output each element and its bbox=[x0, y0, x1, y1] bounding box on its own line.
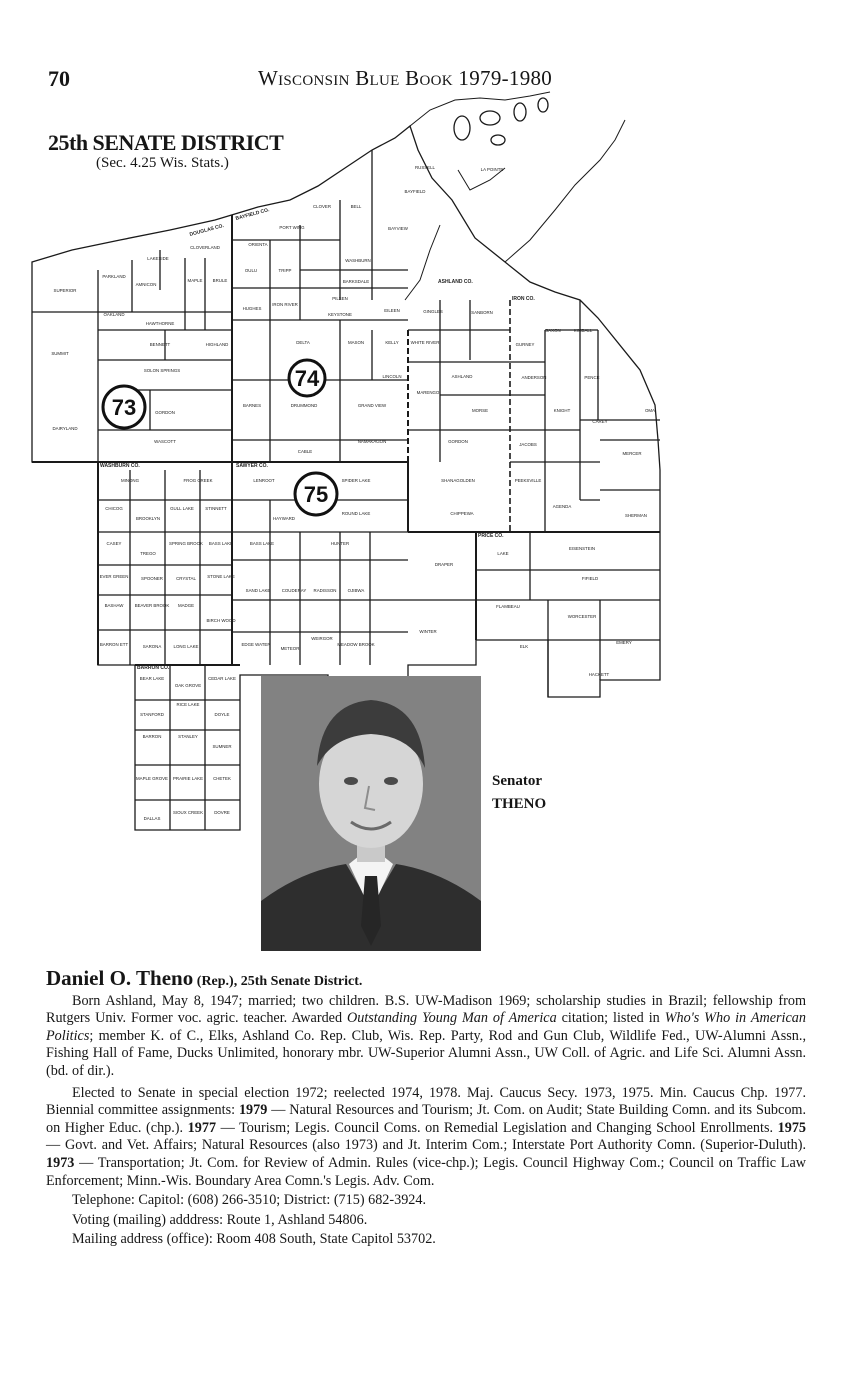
town-label: ROUND LAKE bbox=[341, 511, 371, 516]
district-title: 25th SENATE DISTRICT bbox=[48, 130, 284, 155]
town-label: SPOONER bbox=[141, 576, 163, 581]
town-label: CAREY bbox=[592, 419, 608, 424]
bio-text: ; member K. of C., Elks, Ashland Co. Rep. Club, Wis. Rep. Party, Rod and Gun Club, Wildlife Fed., UW-Alumni Assn., Fishing Hall of Fame, Ducks Unlimited, honorary mbr. UW-Superior Alumni Assn., UW Coll. of Agric. and Life Sci. Alumni Assn. (bd. of dir.). bbox=[46, 1027, 806, 1079]
town-label: WORCESTER bbox=[567, 614, 597, 619]
town-label: CEDAR LAKE bbox=[208, 676, 236, 681]
voting-address: Voting (mailing) adddress: Route 1, Ashland 54806. bbox=[72, 1211, 368, 1228]
bio-text: Born Ashland, May 8, 1947; married; two children. B.S. UW-Madison 1969; scholarship studies in Brazil; fellowship from Rutgers Univ. Former voc. agric. teacher. Awarded bbox=[46, 992, 806, 1027]
district-74-label: 74 bbox=[294, 366, 320, 391]
district-75-label: 75 bbox=[303, 482, 329, 507]
town-label: HIGHLAND bbox=[205, 342, 229, 347]
bio-heading bbox=[46, 966, 806, 991]
town-label: PENCE bbox=[584, 375, 600, 380]
town-label: CLOVERLAND bbox=[190, 245, 220, 250]
bio-year: 1975 bbox=[777, 1119, 806, 1136]
town-label: BARNES bbox=[242, 403, 262, 408]
caption-title: Senator bbox=[492, 773, 542, 789]
town-label: RADISSON bbox=[313, 588, 337, 593]
town-label: MEADOW BROOK bbox=[337, 642, 375, 647]
town-label: RUSSELL bbox=[414, 165, 436, 170]
town-label: FROG CREEK bbox=[183, 478, 213, 483]
town-label: NAMAKAGON bbox=[357, 439, 387, 444]
town-label: BROOKLYN bbox=[135, 516, 161, 521]
town-label: SPIDER LAKE bbox=[341, 478, 371, 483]
town-label: GORDON bbox=[448, 439, 468, 444]
party-district: (Rep.), 25th Senate District. bbox=[196, 974, 363, 989]
town-label: OAKLAND bbox=[103, 312, 125, 317]
county-label: IRON CO. bbox=[512, 296, 535, 302]
town-label: CRYSTAL bbox=[176, 576, 196, 581]
town-label: DRUMMOND bbox=[290, 403, 318, 408]
town-label: KIMBALL bbox=[573, 328, 593, 333]
town-label: HUNTER bbox=[330, 541, 350, 546]
page-number: 70 bbox=[48, 66, 70, 91]
town-label: TREGO bbox=[140, 551, 156, 556]
town-label: CHETEK bbox=[213, 776, 231, 781]
town-label: CHIPPEWA bbox=[450, 511, 474, 516]
town-label: MARENGO bbox=[416, 390, 440, 395]
district-73-label: 73 bbox=[111, 395, 137, 420]
town-label: TRIPP bbox=[278, 268, 292, 273]
town-label: BRULE bbox=[212, 278, 228, 283]
town-label: SUMNER bbox=[212, 744, 232, 749]
town-label: SPRING BROOK bbox=[169, 541, 203, 546]
town-label: DAIRYLAND bbox=[52, 426, 78, 431]
town-label: FLAMBEAU bbox=[496, 604, 520, 609]
town-label: AMNICON bbox=[135, 282, 157, 287]
town-label: CASEY bbox=[106, 541, 122, 546]
town-label: HACKETT bbox=[588, 672, 610, 677]
town-label: SAXON bbox=[545, 328, 561, 333]
county-label: WASHBURN CO. bbox=[100, 463, 140, 469]
town-label: SUPERIOR bbox=[53, 288, 77, 293]
town-label: SHANAGOLDEN bbox=[441, 478, 475, 483]
town-label: BASHAW bbox=[104, 603, 124, 608]
town-label: GORDON bbox=[155, 410, 175, 415]
town-label: DOYLE bbox=[214, 712, 230, 717]
town-label: BEAR LAKE bbox=[139, 676, 165, 681]
mailing-address: Mailing address (office): Room 408 South, State Capitol 53702. bbox=[72, 1231, 436, 1248]
bio-text: — Natural Resources and Tourism; Jt. Com. on Audit; State Building Comn. and its Subcom. on Higher Educ. (chp.). bbox=[46, 1102, 806, 1136]
town-label: MADGE bbox=[177, 603, 195, 608]
town-label: STONE LAKE bbox=[207, 574, 235, 579]
town-label: ELK bbox=[519, 644, 529, 649]
town-label: STINNETT bbox=[205, 506, 227, 511]
town-label: LENROOT bbox=[253, 478, 275, 483]
town-label: BAYVIEW bbox=[388, 226, 408, 231]
town-label: HAYWARD bbox=[273, 516, 295, 521]
town-label: KEYSTONE bbox=[328, 312, 352, 317]
town-label: EISENSTEIN bbox=[568, 546, 596, 551]
town-label: OAK GROVE bbox=[174, 683, 202, 688]
town-label: BASS LAKE bbox=[208, 541, 234, 546]
telephone: Telephone: Capitol: (608) 266-3510; District: (715) 682-3924. bbox=[72, 1192, 427, 1209]
town-label: EVER GREEN bbox=[99, 574, 129, 579]
town-label: LAKESIDE bbox=[147, 256, 169, 261]
town-label: IRON RIVER bbox=[272, 302, 298, 307]
town-label: PRAIRIE LAKE bbox=[172, 776, 204, 781]
town-label: GURNEY bbox=[515, 342, 535, 347]
town-label: CLOVER bbox=[312, 204, 332, 209]
town-label: MINONG bbox=[120, 478, 140, 483]
town-label: MAPLE GROVE bbox=[136, 776, 168, 781]
town-label: KELLY bbox=[385, 340, 399, 345]
county-label: DOUGLAS CO. bbox=[188, 223, 225, 238]
bio-text: Elected to Senate in special election 1972; reelected 1974, 1978. Maj. Caucus Secy. 1973, 1975. Min. Caucus Chp. 1977. Biennial committee assignments: bbox=[46, 1084, 806, 1119]
caption-name: THENO bbox=[492, 796, 547, 812]
district-statute: (Sec. 4.25 Wis. Stats.) bbox=[96, 155, 229, 171]
town-label: BARRON ETT bbox=[99, 642, 129, 647]
town-label: FIFIELD bbox=[581, 576, 599, 581]
town-label: BASS LAKE bbox=[249, 541, 275, 546]
town-label: BARKSDALE bbox=[342, 279, 370, 284]
town-label: SIOUX CREEK bbox=[172, 810, 204, 815]
town-label: OMA bbox=[644, 408, 656, 413]
assembly-district-markers bbox=[103, 360, 337, 515]
bio-award: Outstanding Young Man of America bbox=[346, 1010, 557, 1027]
town-label: SOLON SPRINGS bbox=[143, 368, 181, 373]
town-label: MASON bbox=[347, 340, 365, 345]
town-label: SANBORN bbox=[471, 310, 493, 315]
town-label: EDGE WATER bbox=[241, 642, 271, 647]
county-label: PRICE CO. bbox=[478, 533, 504, 539]
town-label: ASHLAND bbox=[451, 374, 473, 379]
town-label: LINCOLN bbox=[382, 374, 402, 379]
town-label: SHERMAN bbox=[625, 513, 647, 518]
town-label: STANFORD bbox=[140, 712, 164, 717]
town-label: WASHBURN bbox=[345, 258, 371, 263]
town-label: AGENDA bbox=[552, 504, 572, 509]
town-label: BIRCH WOOD bbox=[206, 618, 236, 623]
town-label: KNIGHT bbox=[553, 408, 571, 413]
town-label: ANDERSON bbox=[521, 375, 547, 380]
bio-paragraph-personal bbox=[46, 993, 806, 1081]
bio-text: — Govt. and Vet. Affairs; Natural Resources (also 1973) and Jt. Interim Com.; Interstate Port Authority Comn. (Superior-Duluth). bbox=[46, 1137, 806, 1154]
town-label: MORSE bbox=[471, 408, 489, 413]
town-label: DRAPER bbox=[434, 562, 454, 567]
town-label: OULU bbox=[244, 268, 258, 273]
county-label: SAWYER CO. bbox=[236, 463, 268, 469]
town-label: PEEKSVILLE bbox=[514, 478, 542, 483]
bio-text: — Tourism; Legis. Council Coms. on Remedial Legislation and Changing School Enrollments. bbox=[216, 1119, 778, 1136]
photo-caption bbox=[492, 770, 546, 816]
town-label: EMERY bbox=[616, 640, 632, 645]
town-label: LONG LAKE bbox=[173, 644, 199, 649]
town-label: PORT WING bbox=[279, 225, 305, 230]
bio-year: 1979 bbox=[238, 1102, 268, 1119]
town-label: LA POINTE bbox=[480, 167, 504, 172]
town-label: BELL bbox=[350, 204, 362, 209]
county-label: BARRON CO. bbox=[137, 665, 170, 671]
town-label: GULL LAKE bbox=[170, 506, 194, 511]
town-label: SARONA bbox=[142, 644, 162, 649]
town-label: METEOR bbox=[280, 646, 300, 651]
bio-year: 1973 bbox=[46, 1154, 75, 1171]
town-label: BEAVER BROOK bbox=[134, 603, 170, 608]
town-label: COUDERAY bbox=[281, 588, 307, 593]
town-label: RICE LAKE bbox=[176, 702, 200, 707]
town-label: HUGHES bbox=[242, 306, 262, 311]
town-label: OJIBWA bbox=[347, 588, 365, 593]
bio-text: citation; listed in bbox=[556, 1010, 665, 1027]
senator-name: Daniel O. Theno bbox=[46, 966, 194, 990]
book-title: Wisconsin Blue Book 1979-1980 bbox=[258, 66, 553, 90]
town-label: BENNETT bbox=[149, 342, 171, 347]
town-label: STANLEY bbox=[178, 734, 198, 739]
town-label: GINGLES bbox=[423, 309, 443, 314]
town-label: WASCOTT bbox=[154, 439, 176, 444]
town-label: GRAND VIEW bbox=[357, 403, 387, 408]
bio-paragraph-career bbox=[46, 1085, 806, 1191]
town-label: WEIRGOR bbox=[311, 636, 333, 641]
town-label: HAWTHORNE bbox=[145, 321, 175, 326]
town-label: MAPLE bbox=[187, 278, 203, 283]
town-label: SUMMIT bbox=[51, 351, 69, 356]
town-label: CABLE bbox=[297, 449, 313, 454]
town-label: DELTA bbox=[296, 340, 310, 345]
senator-portrait bbox=[261, 676, 481, 951]
town-label: BARRON bbox=[142, 734, 162, 739]
town-label: PARKLAND bbox=[102, 274, 126, 279]
town-label: WHITE RIVER bbox=[410, 340, 440, 345]
bio-publication: Who's Who in American Politics bbox=[46, 1010, 806, 1044]
town-label: MERCER bbox=[622, 451, 642, 456]
county-label: ASHLAND CO. bbox=[438, 279, 473, 285]
town-label: DALLAS bbox=[143, 816, 161, 821]
town-label: DOVRE bbox=[214, 810, 230, 815]
bio-text: — Transportation; Jt. Com. for Review of Admin. Rules (vice-chp.); Legis. Council Highway Com.; Council on Traffic Law Enforcement; Minn.-Wis. Boundary Area Comn.'s Legis. Adv. Com. bbox=[46, 1154, 806, 1189]
town-label: PILSEN bbox=[332, 296, 348, 301]
town-label: SAND LAKE bbox=[245, 588, 271, 593]
town-label: EILEEN bbox=[384, 308, 400, 313]
town-label: JACOBS bbox=[519, 442, 537, 447]
town-label: CHICOG bbox=[105, 506, 123, 511]
town-label: BAYFIELD bbox=[404, 189, 426, 194]
bio-year: 1977 bbox=[187, 1119, 217, 1136]
town-label: ORIENTA bbox=[248, 242, 268, 247]
county-label: BAYFIELD CO. bbox=[234, 207, 271, 222]
biography bbox=[46, 966, 806, 1249]
town-label: WINTER bbox=[419, 629, 437, 634]
town-label: LAKE bbox=[497, 551, 509, 556]
